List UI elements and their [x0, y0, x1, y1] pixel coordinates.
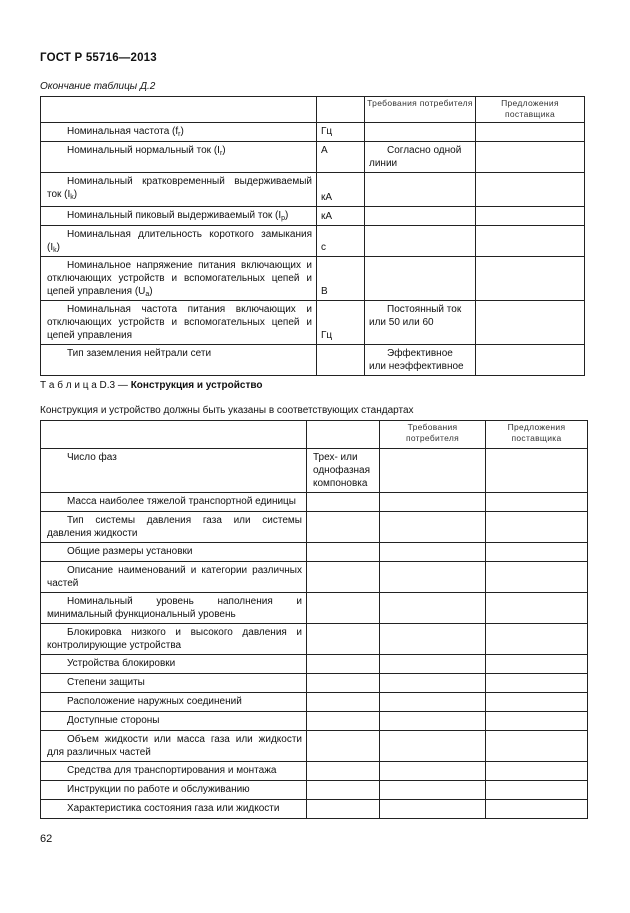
table-continuation-caption: Окончание таблицы Д.2 — [40, 81, 156, 92]
param-cell — [41, 731, 307, 762]
param-tail: ) — [222, 145, 226, 156]
requirement-cell — [380, 655, 486, 674]
param-cell — [41, 449, 307, 493]
unit-text: кА — [321, 192, 333, 203]
table-row — [41, 123, 585, 142]
param-cell — [41, 301, 317, 345]
header-cell-empty — [317, 97, 365, 123]
table-header-row — [41, 421, 588, 449]
unit-cell — [307, 781, 380, 800]
param-text: Расположение наружных соединений — [67, 696, 242, 707]
unit-cell — [307, 762, 380, 781]
requirement-cell — [380, 731, 486, 762]
param-cell — [41, 173, 317, 207]
proposal-cell — [476, 207, 585, 226]
param-subscript: k — [53, 247, 57, 254]
caption-prefix: Т а б л и ц а D.3 — — [40, 380, 131, 391]
param-text: Тип системы давления газа или системы давления жидкости — [47, 515, 302, 539]
param-cell — [41, 257, 317, 301]
requirement-cell — [365, 345, 476, 376]
unit-cell — [317, 301, 365, 345]
requirement-cell — [380, 800, 486, 819]
unit-text: Гц — [321, 126, 333, 137]
param-cell — [41, 781, 307, 800]
param-text: Устройства блокировки — [67, 658, 176, 669]
param-cell — [41, 762, 307, 781]
unit-cell — [317, 257, 365, 301]
param-tail: ) — [285, 210, 289, 221]
requirement-cell — [365, 142, 476, 173]
unit-text: кА — [321, 211, 333, 222]
unit-cell — [317, 345, 365, 376]
table-row — [41, 593, 588, 624]
table-row — [41, 173, 585, 207]
param-cell — [41, 142, 317, 173]
param-cell — [41, 693, 307, 712]
param-tail: ) — [180, 126, 184, 137]
header-cell-empty — [41, 97, 317, 123]
unit-text: с — [321, 242, 326, 253]
unit-text: Гц — [321, 330, 333, 341]
table-row — [41, 800, 588, 819]
requirement-cell — [365, 301, 476, 345]
param-text: Средства для транспортирования и монтажа — [67, 765, 277, 776]
table-d3-caption — [40, 380, 263, 391]
param-text: Доступные стороны — [67, 715, 160, 726]
proposal-cell — [486, 655, 588, 674]
proposal-cell — [476, 301, 585, 345]
unit-cell — [307, 655, 380, 674]
param-text: Номинальный пиковый выдерживаемый ток (I — [67, 210, 282, 221]
proposal-cell — [486, 800, 588, 819]
table-d3-note: Конструкция и устройство должны быть указаны в соответствующих стандартах — [40, 405, 414, 416]
param-text: Номинальный кратковременный выдерживаемый ток (I — [47, 176, 312, 200]
unit-cell — [307, 543, 380, 562]
proposal-cell — [486, 543, 588, 562]
requirement-cell — [380, 449, 486, 493]
unit-cell — [307, 624, 380, 655]
unit-cell — [307, 449, 380, 493]
param-text: Номинальная частота (f — [67, 126, 179, 137]
requirement-cell — [380, 693, 486, 712]
requirement-cell — [380, 543, 486, 562]
param-text: Число фаз — [67, 452, 117, 463]
proposal-cell — [486, 562, 588, 593]
unit-cell — [307, 674, 380, 693]
param-text: Общие размеры установки — [67, 546, 193, 557]
header-cell-empty — [41, 421, 307, 449]
param-subscript: r — [178, 131, 181, 138]
param-cell — [41, 562, 307, 593]
proposal-cell — [486, 449, 588, 493]
header-proposals: Предложения поставщика — [476, 97, 585, 123]
requirement-cell — [365, 123, 476, 142]
proposal-cell — [476, 257, 585, 301]
param-cell — [41, 655, 307, 674]
proposal-cell — [486, 731, 588, 762]
proposal-cell — [486, 762, 588, 781]
param-cell — [41, 712, 307, 731]
unit-text: В — [321, 286, 328, 297]
param-cell — [41, 512, 307, 543]
requirement-cell — [380, 624, 486, 655]
proposal-cell — [476, 142, 585, 173]
proposal-cell — [476, 123, 585, 142]
param-cell — [41, 345, 317, 376]
table-row — [41, 207, 585, 226]
requirement-cell — [365, 257, 476, 301]
unit-cell — [317, 173, 365, 207]
param-text: Номинальное напряжение питания включающих и отключающих устройств и вспомогательных цепей и цепей управления (U — [47, 260, 312, 297]
proposal-cell — [486, 512, 588, 543]
param-subscript: a — [145, 291, 150, 298]
table-row — [41, 693, 588, 712]
requirement-cell — [380, 512, 486, 543]
unit-cell — [317, 207, 365, 226]
unit-cell — [307, 512, 380, 543]
param-cell — [41, 226, 317, 257]
param-cell — [41, 624, 307, 655]
param-text: Степени защиты — [67, 677, 145, 688]
requirement-cell — [380, 562, 486, 593]
proposal-cell — [486, 624, 588, 655]
table-d2-end — [40, 96, 585, 376]
unit-text: А — [321, 145, 328, 156]
header-proposals: Предложения поставщика — [486, 421, 588, 449]
table-row — [41, 493, 588, 512]
param-text: Тип заземления нейтрали сети — [67, 348, 212, 359]
param-subscript: r — [219, 150, 223, 157]
param-tail: ) — [56, 242, 60, 253]
unit-text: Трех- или однофазная компоновка — [313, 452, 371, 489]
unit-cell — [307, 493, 380, 512]
param-subscript: p — [281, 215, 286, 222]
unit-cell — [307, 562, 380, 593]
param-cell — [41, 593, 307, 624]
table-row — [41, 655, 588, 674]
param-cell — [41, 493, 307, 512]
param-text: Номинальный нормальный ток (I — [67, 145, 220, 156]
table-row — [41, 512, 588, 543]
requirement-text: Согласно одной линии — [369, 145, 462, 169]
param-text: Характеристика состояния газа или жидкости — [67, 803, 280, 814]
param-cell — [41, 123, 317, 142]
table-row — [41, 543, 588, 562]
proposal-cell — [486, 593, 588, 624]
proposal-cell — [486, 493, 588, 512]
requirement-text: Постоянный ток или 50 или 60 — [369, 304, 462, 328]
proposal-cell — [486, 712, 588, 731]
table-row — [41, 624, 588, 655]
requirement-cell — [380, 593, 486, 624]
proposal-cell — [486, 781, 588, 800]
requirement-cell — [380, 781, 486, 800]
unit-cell — [307, 712, 380, 731]
requirement-cell — [380, 762, 486, 781]
caption-title: Конструкция и устройство — [130, 380, 263, 391]
proposal-cell — [476, 173, 585, 207]
table-row — [41, 731, 588, 762]
param-text: Инструкции по работе и обслуживанию — [67, 784, 250, 795]
header-requirements: Требования потребителя — [380, 421, 486, 449]
param-text: Масса наиболее тяжелой транспортной единицы — [67, 496, 296, 507]
unit-cell — [307, 693, 380, 712]
proposal-cell — [486, 693, 588, 712]
proposal-cell — [476, 226, 585, 257]
requirement-cell — [365, 173, 476, 207]
page-number: 62 — [40, 833, 53, 845]
table-row — [41, 257, 585, 301]
table-row — [41, 712, 588, 731]
table-row — [41, 226, 585, 257]
header-cell-empty — [307, 421, 380, 449]
requirement-text: Эффективное или неэффективное — [369, 348, 464, 372]
unit-cell — [317, 226, 365, 257]
requirement-cell — [365, 207, 476, 226]
unit-cell — [317, 123, 365, 142]
requirement-cell — [365, 226, 476, 257]
param-text: Блокировка низкого и высокого давления и контролирующие устройства — [47, 627, 302, 651]
param-cell — [41, 543, 307, 562]
document-header: ГОСТ Р 55716—2013 — [40, 52, 157, 64]
param-tail: ) — [73, 189, 78, 200]
unit-cell — [307, 731, 380, 762]
param-subscript: k — [70, 194, 74, 201]
param-tail: ) — [149, 286, 153, 297]
table-row — [41, 345, 585, 376]
param-text: Номинальная частота питания включающих и отключающих устройств и вспомогательных цепей и цепей управления — [47, 304, 312, 341]
table-row — [41, 301, 585, 345]
param-text: Описание наименований и категории различных частей — [47, 565, 302, 589]
param-cell — [41, 207, 317, 226]
requirement-cell — [380, 712, 486, 731]
table-d3 — [40, 420, 588, 819]
table-row — [41, 562, 588, 593]
param-text: Объем жидкости или масса газа или жидкости для различных частей — [47, 734, 302, 758]
proposal-cell — [476, 345, 585, 376]
param-cell — [41, 800, 307, 819]
table-row — [41, 781, 588, 800]
header-requirements: Требования потребителя — [365, 97, 476, 123]
unit-cell — [307, 593, 380, 624]
proposal-cell — [486, 674, 588, 693]
requirement-cell — [380, 493, 486, 512]
table-row — [41, 674, 588, 693]
table-header-row — [41, 97, 585, 123]
param-text: Номинальная длительность короткого замыкания (I — [47, 229, 312, 253]
table-row — [41, 142, 585, 173]
table-row — [41, 762, 588, 781]
requirement-cell — [380, 674, 486, 693]
unit-cell — [307, 800, 380, 819]
unit-cell — [317, 142, 365, 173]
table-row — [41, 449, 588, 493]
param-cell — [41, 674, 307, 693]
param-text: Номинальный уровень наполнения и минимальный функциональный уровень — [47, 596, 302, 620]
